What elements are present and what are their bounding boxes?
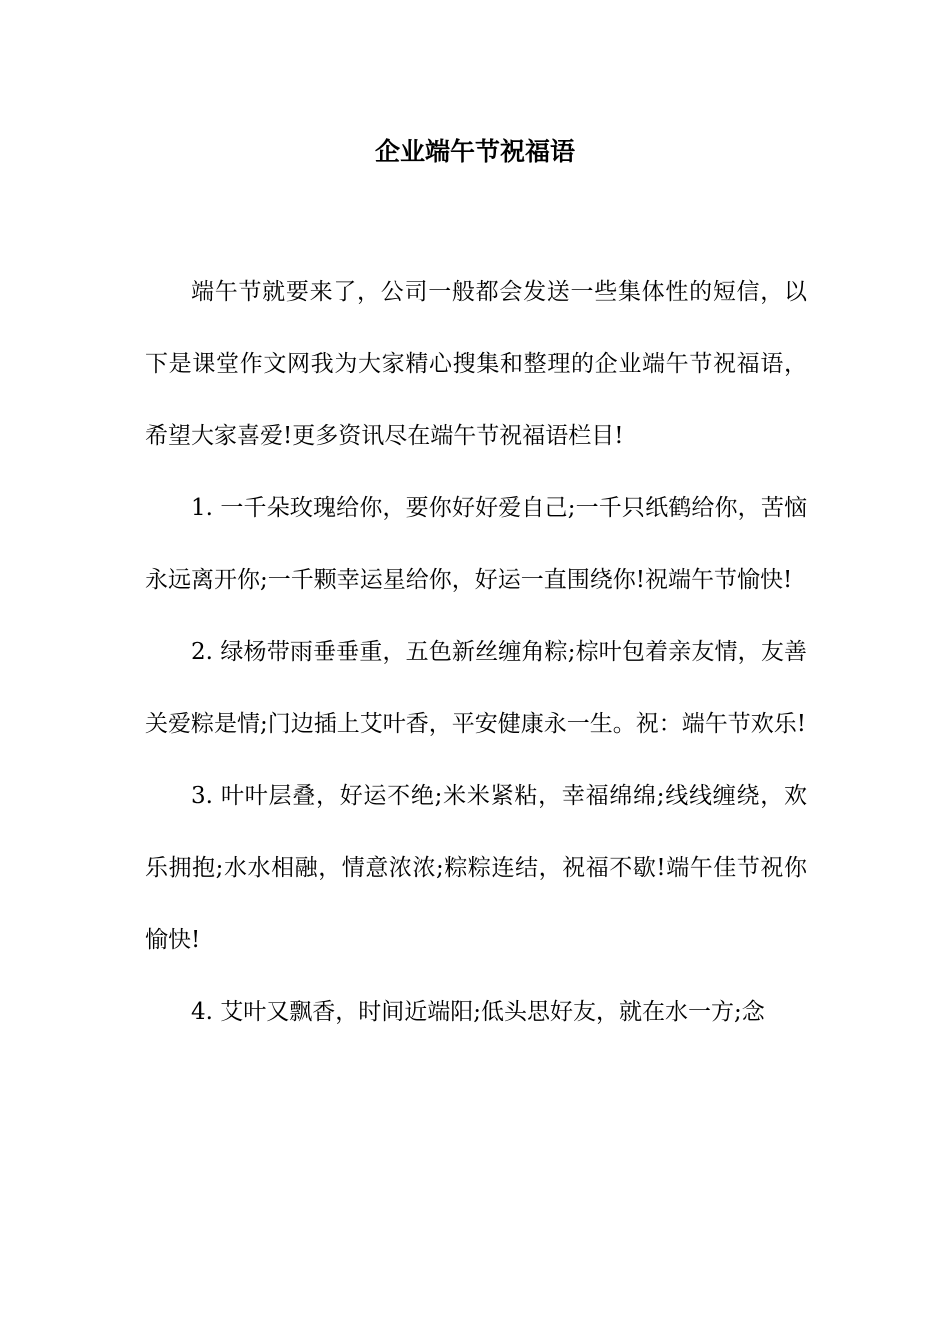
wish-paragraph-2: 2. 绿杨带雨垂垂重，五色新丝缠角粽;棕叶包着亲友情，友善关爱粽是情;门边插上艾叶香，平安健康永一生。祝：端午节欢乐!: [145, 639, 807, 737]
intro-paragraph: 端午节就要来了，公司一般都会发送一些集体性的短信，以下是课堂作文网我为大家精心搜集和整理的企业端午节祝福语，希望大家喜爱!更多资讯尽在端午节祝福语栏目!: [145, 279, 807, 449]
document-body: [145, 256, 807, 1048]
wish-paragraph-3: 3. 叶叶层叠，好运不绝;米米紧粘，幸福绵绵;线线缠绕，欢乐拥抱;水水相融，情意浓浓;粽粽连结，祝福不歇!端午佳节祝你愉快!: [145, 783, 807, 953]
document-title: 企业端午节祝福语: [374, 137, 575, 166]
wish-paragraph-4: 4. 艾叶又飘香，时间近端阳;低头思好友，就在水一方;念: [191, 999, 765, 1025]
wish-paragraph-1: 1. 一千朵玫瑰给你，要你好好爱自己;一千只纸鹤给你，苦恼永远离开你;一千颗幸运星给你，好运一直围绕你!祝端午节愉快!: [145, 495, 807, 593]
